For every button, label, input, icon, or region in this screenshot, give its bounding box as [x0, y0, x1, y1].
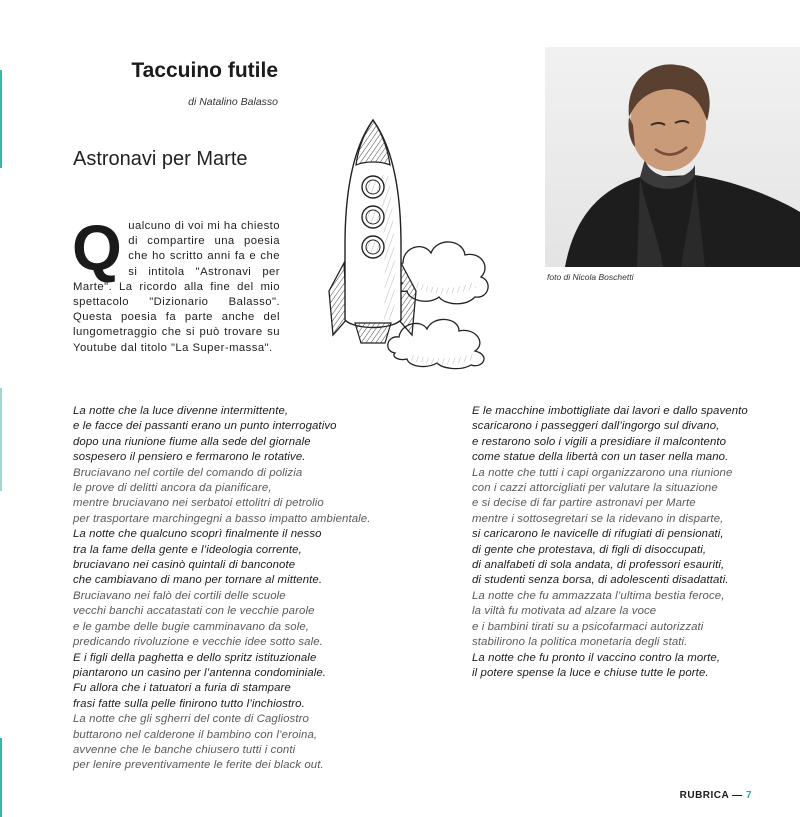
- poem-line: La notte che fu ammazzata l’ultima bestia feroce,: [472, 589, 725, 602]
- poem-line: La notte che la luce divenne intermittente,: [73, 405, 289, 417]
- poem-line: predicando rivoluzione e vecchie idee sotto sale.: [73, 636, 323, 649]
- poem-line: di studenti senza borsa, di adolescenti disadattati.: [472, 574, 729, 587]
- poem-line: le prove di delitti ancora da pianificare,: [73, 482, 272, 495]
- poem-line: dopo una riunione fiume alla sede del giornale: [73, 435, 311, 448]
- poem-line: tra la fame della gente e l’ideologia corrente,: [73, 543, 302, 556]
- drop-cap: Q: [72, 212, 123, 284]
- poem-line: la viltà fu motivata ad alzare la voce: [472, 605, 657, 618]
- poem-line: piantarono un casino per l’antenna condominiale.: [73, 666, 327, 679]
- poem-line: e le gambe delle bugie camminavano da sole,: [73, 620, 310, 633]
- poem-line: e restarono solo i vigili a presidiare il malcontento: [472, 435, 727, 448]
- poem-line: di gente che protestava, di figli di disoccupati,: [472, 543, 707, 556]
- poem-line: E le macchine imbottigliate dai lavori e dallo spavento: [472, 405, 748, 417]
- poem-line: La notte che qualcuno scoprì finalmente il nesso: [73, 528, 322, 541]
- poem-line: che cambiavano di mano per tornare al mittente.: [73, 574, 323, 587]
- poem-line: buttarono nel calderone il bambino con l’eroina,: [73, 728, 318, 741]
- poem-line: La notte che gli sgherri del conte di Cagliostro: [73, 713, 309, 726]
- intro-text: ualcuno di voi mi ha chiesto di compartire una poesia che ho scritto anni fa e che si intitola "Astronavi per Marte". La ricordo alla fine del mio spettacolo "Dizionario Balasso". Questa poesia fa parte anche del lungometraggio che si può trovare su Youtube dal titolo "La Super-massa".: [73, 220, 280, 354]
- poem-line: La notte che tutti i capi organizzarono una riunione: [472, 466, 733, 479]
- poem-line: mentre bruciavano nei serbatoi ettolitri di petrolio: [73, 497, 324, 510]
- poem-line: Fu allora che i tatuatori a furia di stampare: [73, 682, 291, 695]
- cloud-lower: [388, 319, 484, 368]
- poem-line: Bruciavano nel cortile del comando di polizia: [73, 466, 303, 479]
- author-photo: [545, 47, 800, 267]
- poem-line: e i bambini tirati su a psicofarmaci autorizzati: [472, 620, 704, 633]
- poem-line: come statue della libertà con un taser nella mano.: [472, 451, 729, 464]
- poem-line: E i figli della paghetta e dello spritz istituzionale: [73, 651, 317, 664]
- poem-line: con i cazzi attorcigliati per valutare la situazione: [472, 482, 718, 495]
- poem-line: bruciavano nei casinò quintali di banconote: [73, 559, 296, 572]
- poem-line: e le facce dei passanti erano un punto interrogativo: [73, 420, 337, 433]
- photo-credit: foto di Nicola Boschetti: [547, 272, 634, 282]
- poem-line: di analfabeti di sola andata, di professori esauriti,: [472, 559, 725, 572]
- accent-bar-bottom: [0, 738, 2, 817]
- rocket-illustration: [325, 115, 505, 370]
- poem-line: La notte che fu pronto il vaccino contro la morte,: [472, 651, 721, 664]
- accent-bar-middle: [0, 388, 2, 491]
- poem-column-right: [472, 404, 748, 681]
- poem-line: scaricarono i passeggeri dall’ingorgo sul divano,: [472, 420, 720, 433]
- poem-line: frasi fatte sulla pelle finirono tutto l’inchiostro.: [73, 697, 305, 710]
- page-footer: [680, 790, 752, 801]
- author-byline: di Natalino Balasso: [188, 96, 278, 108]
- rocket-body: [329, 120, 416, 343]
- poem-line: sospesero il pensiero e fermarono le rotative.: [73, 451, 306, 464]
- poem-line: e si decise di far partire astronavi per Marte: [472, 497, 696, 510]
- page-number: 7: [745, 790, 752, 801]
- accent-bar-top: [0, 70, 2, 168]
- poem-line: stabilirono la politica monetaria degli stati.: [472, 636, 688, 649]
- intro-paragraph: [72, 212, 280, 356]
- column-title: Taccuino futile: [131, 59, 278, 82]
- section-label: RUBRICA —: [679, 790, 743, 801]
- poem-line: si caricarono le navicelle di rifugiati di pensionati,: [472, 528, 724, 541]
- poem-column-left: [73, 404, 371, 774]
- poem-line: avvenne che le banche chiusero tutti i conti: [73, 743, 296, 756]
- poem-line: Bruciavano nei falò dei cortili delle scuole: [73, 589, 286, 602]
- poem-line: mentre i sottosegretari se la ridevano in disparte,: [472, 512, 724, 525]
- poem-line: per trasportare marchingegni a basso impatto ambientale.: [73, 512, 371, 525]
- poem-line: vecchi banchi accatastati con le vecchie parole: [73, 605, 315, 618]
- poem-line: per lenire preventivamente le ferite dei black out.: [73, 759, 324, 772]
- poem-line: il potere spense la luce e chiuse tutte le porte.: [472, 666, 709, 679]
- article-title: Astronavi per Marte: [73, 148, 248, 170]
